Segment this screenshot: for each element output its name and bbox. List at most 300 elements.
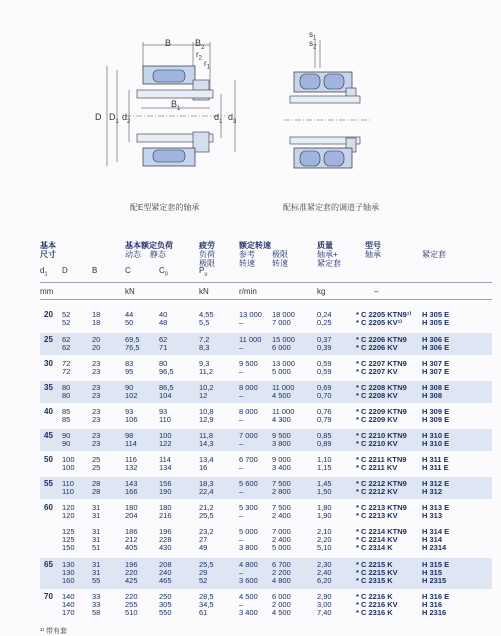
cell-sleeve: H 305 E [422, 310, 450, 319]
cell-ref: 5 000 [239, 527, 258, 536]
cell-lim: 9 500 [272, 431, 291, 440]
cell-B: 33 [92, 600, 101, 609]
cell-C: 204 [125, 511, 138, 520]
cell-D: 52 [62, 318, 71, 327]
cell-C: 405 [125, 543, 138, 552]
cell-D: 130 [62, 568, 75, 577]
cell-B: 28 [92, 487, 101, 496]
bearing-drawing-left [85, 28, 265, 198]
cell-C0: 180 [159, 503, 172, 512]
cell-Pu: 34,5 [199, 600, 214, 609]
cell-D: 100 [62, 455, 75, 464]
cell-mass: 5,10 [317, 543, 332, 552]
cell-lim: 5 000 [272, 543, 291, 552]
header-model-1: 型号 [365, 241, 381, 250]
cell-mass: 2,20 [317, 535, 332, 544]
cell-C: 132 [125, 463, 138, 472]
header-load [125, 241, 173, 259]
cell-C0: 93 [159, 407, 168, 416]
header-load-1: 基本额定负荷 [125, 241, 173, 250]
cell-C0: 62 [159, 335, 168, 344]
header-speed-lim [272, 250, 288, 268]
cell-C0: 196 [159, 527, 172, 536]
unit-mm: mm [40, 287, 54, 296]
label-D: D [95, 112, 102, 122]
label-D1 [109, 112, 119, 125]
cell-C0: 104 [159, 391, 172, 400]
cell-D: 150 [62, 543, 75, 552]
cell-mass: 1,90 [317, 511, 332, 520]
header-model [365, 241, 381, 259]
cell-B: 25 [92, 455, 101, 464]
cell-lim: 6 700 [272, 560, 291, 569]
cell-mass: 1,45 [317, 479, 332, 488]
cell-lim: 4 500 [272, 391, 291, 400]
label-s2 [309, 39, 316, 51]
cell-sleeve: H 313 E [422, 503, 450, 512]
cell-C: 186 [125, 527, 138, 536]
cell-C0: 96,5 [159, 367, 174, 376]
label-d2-main: d [122, 112, 128, 122]
cell-C: 255 [125, 600, 138, 609]
cell-Pu: 7,2 [199, 335, 210, 344]
cell-D: 125 [62, 535, 75, 544]
cell-B: 58 [92, 608, 101, 617]
cell-mass: 0,76 [317, 407, 332, 416]
cell-C0: 114 [159, 455, 171, 464]
cell-ref: – [239, 318, 244, 327]
cell-lim: 15 000 [272, 335, 295, 344]
header-fatigue [199, 241, 215, 268]
cell-C: 44 [125, 310, 134, 319]
cell-B: 23 [92, 359, 101, 368]
table-row [0, 318, 501, 327]
cell-ref: 9 500 [239, 359, 258, 368]
cell-B: 31 [92, 535, 101, 544]
cell-sleeve: H 312 E [422, 479, 450, 488]
symbol-D: D [62, 266, 68, 275]
cell-ref: 6 700 [239, 455, 258, 464]
cell-C: 425 [125, 576, 138, 585]
cell-mass: 0,59 [317, 367, 332, 376]
cell-Pu: 5,5 [199, 318, 210, 327]
cell-mass: 0,69 [317, 383, 332, 392]
cell-C: 143 [125, 479, 138, 488]
cell-lim: 3 400 [272, 463, 291, 472]
label-d2 [122, 112, 130, 125]
cell-sleeve: H 307 E [422, 367, 450, 376]
cell-lim: 7 500 [272, 479, 291, 488]
cell-sleeve: H 311 E [422, 463, 449, 472]
cell-B: 31 [92, 560, 101, 569]
cell-sleeve: H 315 [422, 568, 443, 577]
cell-bearing: * C 2216 KV [356, 600, 398, 609]
cell-C0: 80 [159, 359, 168, 368]
cell-d: 40 [44, 407, 53, 416]
cell-D: 125 [62, 527, 75, 536]
cell-D: 170 [62, 608, 75, 617]
header-model-2: 轴承 [365, 250, 381, 259]
cell-C0: 250 [159, 592, 172, 601]
cell-d: 55 [44, 479, 53, 488]
cell-C: 220 [125, 568, 138, 577]
cell-C0: 190 [159, 487, 172, 496]
cell-d: 60 [44, 503, 53, 512]
label-s2-sub: 2 [313, 44, 317, 51]
cell-bearing: * C 2209 KTN9 [356, 407, 407, 416]
cell-d: 20 [44, 310, 53, 319]
cell-ref: – [239, 463, 244, 472]
label-s2-main: s [309, 39, 313, 48]
cell-sleeve: H 306 E [422, 343, 450, 352]
cell-mass: 1,10 [317, 455, 332, 464]
cell-sleeve: H 313 [422, 511, 443, 520]
caption-left: 配E型紧定套的轴承 [130, 203, 200, 212]
label-r1-sub: 1 [206, 64, 211, 71]
cell-D: 52 [62, 310, 71, 319]
cell-C: 76,5 [125, 343, 140, 352]
cell-mass: 0,25 [317, 318, 332, 327]
cell-Pu: 9,3 [199, 359, 210, 368]
cell-D: 120 [62, 511, 75, 520]
cell-lim: 2 800 [272, 487, 291, 496]
label-d1 [214, 112, 222, 125]
cell-Pu: 52 [199, 576, 208, 585]
cell-ref: – [239, 367, 244, 376]
cell-D: 140 [62, 600, 75, 609]
label-r2-main: r [196, 50, 199, 59]
cell-bearing: * C 2212 KTN9 [356, 479, 407, 488]
cell-C0: 48 [159, 318, 168, 327]
label-d1-sub: 1 [219, 118, 223, 125]
cell-B: 23 [92, 391, 101, 400]
label-r1 [204, 59, 210, 71]
cell-Pu: 22,4 [199, 487, 214, 496]
cell-C: 69,5 [125, 335, 140, 344]
cell-ref: – [239, 415, 244, 424]
cell-d: 45 [44, 431, 53, 440]
rule-top [40, 282, 492, 283]
cell-lim: 7 000 [272, 318, 291, 327]
cell-lim: 6 000 [272, 592, 291, 601]
cell-B: 23 [92, 439, 101, 448]
cell-C0: 134 [159, 463, 172, 472]
cell-lim: 18 000 [272, 310, 295, 319]
cell-C0: 216 [159, 511, 172, 520]
cell-C0: 86,5 [159, 383, 174, 392]
label-D1-main: D [109, 112, 116, 122]
cell-D: 110 [62, 479, 74, 488]
cell-Pu: 21,2 [199, 503, 214, 512]
cell-ref: 4 500 [239, 592, 258, 601]
cell-bearing: * C 2211 KV [356, 463, 398, 472]
label-r1-main: r [204, 59, 207, 68]
cell-B: 23 [92, 367, 101, 376]
unit-kN-a: kN [125, 287, 135, 296]
cell-sleeve: H 315 E [422, 560, 450, 569]
cell-C0: 430 [159, 543, 172, 552]
table-row [0, 608, 501, 617]
cell-C0: 465 [159, 576, 172, 585]
symbol-C0-sub: 0 [164, 271, 168, 278]
cell-C: 106 [125, 415, 138, 424]
rule-units [40, 299, 492, 300]
unit-kN-b: kN [199, 287, 209, 296]
cell-D: 120 [62, 503, 75, 512]
cell-C: 95 [125, 367, 134, 376]
header-dims-2: 尺寸 [40, 250, 56, 259]
cell-B: 33 [92, 592, 101, 601]
unit-rmin: r/min [239, 287, 257, 296]
label-r2 [196, 50, 202, 62]
table-row [0, 463, 501, 472]
symbol-C0-main: C [159, 266, 165, 275]
cell-Pu: 10,8 [199, 407, 214, 416]
header-fatigue-2: 负荷 [199, 250, 215, 259]
symbol-Pu-main: P [199, 266, 205, 275]
cell-mass: 7,40 [317, 608, 332, 617]
table-row [0, 415, 501, 424]
cell-mass: 0,85 [317, 431, 332, 440]
cell-sleeve: H 314 E [422, 527, 450, 536]
cell-C: 90 [125, 383, 134, 392]
cell-Pu: 18,3 [199, 479, 214, 488]
cell-D: 85 [62, 407, 71, 416]
symbol-C: C [125, 266, 131, 275]
cell-bearing: * C 2316 K [356, 608, 393, 617]
cell-sleeve: H 309 E [422, 415, 450, 424]
cell-ref: 13 000 [239, 310, 262, 319]
cell-lim: 6 000 [272, 343, 291, 352]
cell-mass: 2,10 [317, 527, 332, 536]
cell-B: 23 [92, 383, 101, 392]
cell-bearing: * C 2212 KV [356, 487, 398, 496]
header-fatigue-1: 疲劳 [199, 241, 215, 250]
cell-C0: 305 [159, 600, 172, 609]
cell-C0: 228 [159, 535, 172, 544]
cell-B: 20 [92, 343, 101, 352]
cell-lim: 7 000 [272, 527, 291, 536]
cell-B: 23 [92, 431, 101, 440]
cell-C0: 100 [159, 431, 172, 440]
cell-Pu: 27 [199, 535, 208, 544]
cell-D: 160 [62, 576, 75, 585]
cell-Pu: 14,3 [199, 439, 214, 448]
cell-Pu: 12 [199, 391, 208, 400]
cell-D: 62 [62, 335, 71, 344]
cell-D: 90 [62, 439, 71, 448]
cell-ref: – [239, 487, 244, 496]
symbol-Pu-sub: u [204, 271, 208, 278]
cell-Pu: 23,2 [199, 527, 214, 536]
label-r2-sub: 2 [198, 55, 203, 62]
cell-ref: 5 300 [239, 503, 258, 512]
cell-Pu: 11,8 [199, 431, 214, 440]
cell-D: 140 [62, 592, 75, 601]
cell-ref: – [239, 439, 244, 448]
cell-B: 55 [92, 576, 101, 585]
cell-ref: – [239, 568, 244, 577]
cell-ref: 7 000 [239, 431, 258, 440]
label-B2-sub: 2 [201, 44, 205, 51]
cell-B: 31 [92, 503, 101, 512]
cell-Pu: 28,5 [199, 592, 214, 601]
cell-sleeve: H 310 E [422, 439, 450, 448]
cell-mass: 0,79 [317, 415, 332, 424]
symbol-B: B [92, 266, 98, 275]
symbol-Pu [199, 266, 207, 278]
cell-lim: 11 000 [272, 407, 295, 416]
cell-Pu: 10,2 [199, 383, 214, 392]
cell-C0: 156 [159, 479, 172, 488]
cell-Pu: 25,5 [199, 511, 214, 520]
cell-sleeve: H 305 E [422, 318, 450, 327]
cell-D: 85 [62, 415, 71, 424]
label-d1-main: d [214, 112, 220, 122]
cell-lim: 4 300 [272, 415, 291, 424]
symbol-d1-main: d [40, 266, 45, 275]
header-speed-1: 额定转速 [239, 241, 271, 250]
cell-Pu: 25,5 [199, 560, 214, 569]
cell-C0: 208 [159, 560, 172, 569]
cell-sleeve: H 311 E [422, 455, 449, 464]
cell-C: 116 [125, 455, 137, 464]
cell-ref: – [239, 535, 244, 544]
cell-bearing: * C 2208 KTN9 [356, 383, 407, 392]
cell-ref: – [239, 600, 244, 609]
cell-C: 83 [125, 359, 134, 368]
cell-ref: 11 000 [239, 335, 262, 344]
cell-bearing: * C 2206 KTN9 [356, 335, 407, 344]
cell-mass: 0,39 [317, 343, 332, 352]
cell-bearing: * C 2213 KTN9 [356, 503, 407, 512]
header-speed-lim-1: 极限 [272, 250, 288, 259]
cell-mass: 1,80 [317, 503, 332, 512]
cell-lim: 2 200 [272, 568, 291, 577]
cell-d: 25 [44, 335, 53, 344]
cell-bearing: * C 2207 KTN9 [356, 359, 407, 368]
cell-ref: 5 600 [239, 479, 258, 488]
caption-right: 配标准紧定套的调道子轴承 [283, 203, 379, 212]
cell-bearing: * C 2205 KTN9¹⁾ [356, 310, 412, 319]
cell-C0: 550 [159, 608, 172, 617]
cell-B: 23 [92, 407, 101, 416]
header-mass-3: 紧定套 [317, 259, 341, 268]
cell-C: 220 [125, 592, 138, 601]
cell-lim: 4 800 [272, 576, 291, 585]
cell-sleeve: H 2316 [422, 608, 447, 617]
header-speed-ref-1: 参考 [239, 250, 255, 259]
cell-ref: 3 800 [239, 543, 258, 552]
symbol-C0 [159, 266, 168, 278]
label-d3 [228, 112, 236, 125]
cell-B: 18 [92, 318, 101, 327]
label-d2-sub: 2 [127, 118, 131, 125]
cell-B: 25 [92, 463, 101, 472]
cell-C0: 240 [159, 568, 172, 577]
cell-C: 98 [125, 431, 134, 440]
label-D1-sub: 1 [115, 118, 119, 125]
cell-bearing: * C 2213 KV [356, 511, 398, 520]
cell-D: 130 [62, 560, 75, 569]
cell-D: 100 [62, 463, 75, 472]
cell-D: 62 [62, 343, 71, 352]
header-mass-1: 质量 [317, 241, 333, 250]
cell-mass: 0,59 [317, 359, 332, 368]
cell-Pu: 29 [199, 568, 208, 577]
cell-lim: 2 400 [272, 511, 291, 520]
cell-d: 30 [44, 359, 53, 368]
cell-bearing: * C 2214 KV [356, 535, 398, 544]
cell-ref: 3 600 [239, 576, 258, 585]
table-row [0, 511, 501, 520]
table-row [0, 391, 501, 400]
header-mass [317, 241, 341, 268]
cell-mass: 1,50 [317, 487, 332, 496]
cell-bearing: * C 2211 KTN9 [356, 455, 407, 464]
cell-C: 180 [125, 503, 138, 512]
cell-lim: 2 400 [272, 535, 291, 544]
unit-kg: kg [317, 287, 326, 296]
label-B1-main: B [171, 99, 178, 109]
header-sleeve-label: 紧定套 [422, 250, 446, 259]
label-B: B [165, 38, 172, 48]
cell-lim: 3 800 [272, 439, 291, 448]
cell-ref: – [239, 391, 244, 400]
header-speed-ref [239, 250, 255, 268]
label-B2-main: B [195, 38, 202, 48]
label-B2 [195, 38, 204, 51]
cell-bearing: * C 2210 KTN9 [356, 431, 407, 440]
cell-B: 51 [92, 543, 101, 552]
cell-lim: 2 000 [272, 600, 291, 609]
cell-D: 80 [62, 383, 71, 392]
bearing-drawing-right [280, 28, 380, 198]
cell-d: 50 [44, 455, 53, 464]
cell-lim: 7 500 [272, 503, 291, 512]
cell-ref: 8 000 [239, 383, 258, 392]
cell-Pu: 8,3 [199, 343, 210, 352]
cell-bearing: * C 2210 KV [356, 439, 398, 448]
cell-sleeve: H 309 E [422, 407, 450, 416]
header-load-dyn: 动态 [125, 250, 141, 259]
cell-mass: 6,20 [317, 576, 332, 585]
cell-Pu: 11,2 [199, 367, 214, 376]
cell-sleeve: H 314 [422, 535, 443, 544]
header-mass-2: 轴承+ [317, 250, 338, 259]
table-row [0, 576, 501, 585]
cell-bearing: * C 2315 K [356, 576, 393, 585]
cell-D: 90 [62, 431, 71, 440]
header-speed-lim-2: 转速 [272, 259, 288, 268]
cell-mass: 0,89 [317, 439, 332, 448]
cell-C: 510 [125, 608, 138, 617]
unit-dash: – [374, 287, 379, 296]
table-row [0, 487, 501, 496]
cell-mass: 2,40 [317, 568, 332, 577]
cell-C0: 122 [159, 439, 172, 448]
header-speed-ref-2: 转速 [239, 259, 255, 268]
header-sleeve [422, 250, 446, 259]
symbol-d1-sub: 1 [44, 271, 48, 278]
cell-bearing: * C 2216 K [356, 592, 393, 601]
cell-lim: 9 000 [272, 455, 291, 464]
cell-Pu: 49 [199, 543, 208, 552]
cell-C: 93 [125, 407, 134, 416]
cell-D: 72 [62, 359, 71, 368]
cell-C: 166 [125, 487, 138, 496]
cell-lim: 4 500 [272, 608, 291, 617]
